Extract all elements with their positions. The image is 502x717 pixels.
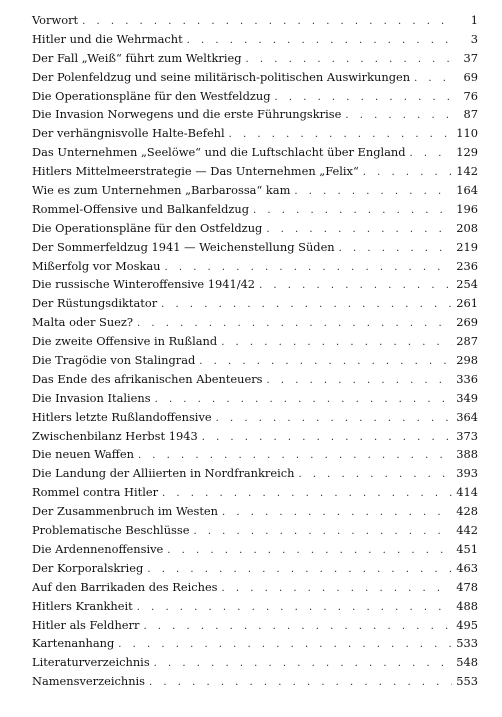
toc-entry — [32, 427, 478, 446]
dot-leader — [410, 145, 452, 164]
dot-leader — [216, 410, 452, 429]
toc-entry-page-number: 373 — [456, 428, 478, 443]
toc-entry-page-number: 414 — [456, 485, 478, 500]
toc-entry-title: Problematische Beschlüsse — [32, 523, 190, 538]
toc-entry — [32, 313, 478, 332]
dot-leader — [298, 466, 452, 485]
toc-entry-page-number: 349 — [456, 390, 478, 405]
toc-entry — [32, 30, 478, 49]
toc-entry-page-number: 428 — [456, 504, 478, 519]
toc-entry-title: Mißerfolg vor Moskau — [32, 258, 161, 273]
toc-entry — [32, 275, 478, 294]
toc-entry-page-number: 196 — [456, 201, 478, 216]
toc-entry-page-number: 164 — [456, 183, 478, 198]
dot-leader — [222, 504, 452, 523]
dot-leader — [294, 183, 452, 202]
dot-leader — [259, 277, 452, 296]
toc-entry — [32, 219, 478, 238]
dot-leader — [202, 429, 452, 448]
toc-entry — [32, 143, 478, 162]
toc-entry-page-number: 548 — [456, 655, 478, 670]
toc-entry-page-number: 442 — [456, 523, 478, 538]
toc-entry-title: Die Operationspläne für den Westfeldzug — [32, 88, 271, 103]
toc-entry-title: Der Rüstungsdiktator — [32, 296, 158, 311]
toc-entry — [32, 389, 478, 408]
toc-entry-page-number: 37 — [463, 50, 478, 65]
toc-entry-title: Die Invasion Italiens — [32, 390, 151, 405]
toc-entry-page-number: 478 — [456, 579, 478, 594]
toc-entry — [32, 408, 478, 427]
toc-entry — [32, 11, 478, 30]
toc-entry — [32, 351, 478, 370]
toc-entry-title: Wie es zum Unternehmen „Barbarossa“ kam — [32, 183, 291, 198]
toc-entry-title: Der Korporalskrieg — [32, 560, 144, 575]
dot-leader — [143, 618, 452, 637]
toc-entry-title: Auf den Barrikaden des Reiches — [32, 579, 218, 594]
toc-entry-title: Hitlers Krankheit — [32, 598, 133, 613]
toc-entry — [32, 162, 478, 181]
toc-entry-title: Vorwort — [32, 13, 79, 27]
dot-leader — [363, 164, 452, 183]
dot-leader — [149, 674, 452, 693]
toc-entry — [32, 653, 478, 672]
toc-entry — [32, 257, 478, 276]
toc-entry-title: Die neuen Waffen — [32, 447, 134, 462]
toc-entry-page-number: 553 — [456, 674, 478, 689]
toc-entry-page-number: 110 — [456, 126, 478, 141]
toc-entry-page-number: 495 — [456, 617, 478, 632]
toc-entry-page-number: 336 — [456, 371, 478, 386]
toc-entry-title: Kartenanhang — [32, 636, 115, 651]
toc-entry-title: Hitlers letzte Rußlandoffensive — [32, 409, 212, 424]
toc-entry-page-number: 208 — [456, 220, 478, 235]
toc-entry — [32, 445, 478, 464]
toc-entry-title: Die Tragödie von Stalingrad — [32, 353, 196, 368]
toc-entry — [32, 238, 478, 257]
toc-entry-title: Literaturverzeichnis — [32, 655, 150, 670]
dot-leader — [137, 599, 452, 618]
toc-entry-title: Rommel contra Hitler — [32, 485, 159, 500]
dot-leader — [267, 372, 453, 391]
toc-entry-page-number: 261 — [456, 296, 478, 311]
toc-entry — [32, 616, 478, 635]
toc-entry — [32, 540, 478, 559]
toc-entry-title: Der Polenfeldzug und seine militärisch-politischen Auswirkungen — [32, 69, 411, 84]
dot-leader — [118, 636, 452, 655]
toc-entry-page-number: 463 — [456, 560, 478, 575]
toc-entry-page-number: 533 — [456, 636, 478, 651]
toc-entry-title: Das Unternehmen „Seelöwe“ und die Luftschlacht über England — [32, 145, 406, 160]
dot-leader — [193, 523, 452, 542]
toc-entry — [32, 521, 478, 540]
dot-leader — [339, 240, 452, 259]
toc-entry-page-number: 76 — [463, 88, 478, 103]
toc-entry-title: Die Operationspläne für den Ostfeldzug — [32, 220, 263, 235]
toc-entry-title: Die Invasion Norwegens und die erste Führungskrise — [32, 107, 342, 122]
toc-entry — [32, 464, 478, 483]
toc-entry — [32, 597, 478, 616]
toc-entry-page-number: 3 — [470, 31, 478, 46]
toc-entry-page-number: 236 — [456, 258, 478, 273]
toc-entry-page-number: 393 — [456, 466, 478, 481]
toc-entry-title: Der Zusammenbruch im Westen — [32, 504, 218, 519]
toc-entry-page-number: 388 — [456, 447, 478, 462]
toc-entry-page-number: 488 — [456, 598, 478, 613]
dot-leader — [154, 655, 452, 674]
toc-entry-page-number: 142 — [456, 164, 478, 179]
toc-entry — [32, 370, 478, 389]
toc-entry-title: Zwischenbilanz Herbst 1943 — [32, 428, 198, 443]
toc-entry-page-number: 451 — [456, 541, 478, 556]
toc-entry-title: Die russische Winteroffensive 1941/42 — [32, 277, 256, 292]
toc-entry-title: Hitler und die Wehrmacht — [32, 31, 183, 46]
dot-leader — [221, 334, 452, 353]
toc-entry-page-number: 287 — [456, 334, 478, 349]
toc-entry-title: Namensverzeichnis — [32, 674, 146, 689]
toc-entry-page-number: 129 — [456, 145, 478, 160]
toc-entry-page-number: 69 — [463, 69, 478, 84]
toc-entry — [32, 483, 478, 502]
toc-entry-page-number: 298 — [456, 353, 478, 368]
dot-leader — [161, 296, 452, 315]
toc-entry-page-number: 87 — [463, 107, 478, 122]
toc-entry-page-number: 254 — [456, 277, 478, 292]
toc-entry-page-number: 269 — [456, 315, 478, 330]
toc-entry-page-number: 219 — [456, 239, 478, 254]
toc-entry-title: Hitlers Mittelmeerstrategie — Das Unternehmen „Felix“ — [32, 164, 359, 179]
toc-entry-title: Hitler als Feldherr — [32, 617, 140, 632]
toc-entry — [32, 672, 478, 691]
toc-entry — [32, 68, 478, 87]
toc-entry — [32, 124, 478, 143]
toc-entry-title: Das Ende des afrikanischen Abenteuers — [32, 371, 263, 386]
toc-entry-title: Malta oder Suez? — [32, 315, 134, 330]
toc-entry — [32, 49, 478, 68]
toc-entry-title: Die zweite Offensive in Rußland — [32, 334, 218, 349]
toc-entry — [32, 200, 478, 219]
toc-entry-title: Der verhängnisvolle Halte-Befehl — [32, 126, 225, 141]
dot-leader — [222, 580, 452, 599]
toc-entry — [32, 332, 478, 351]
toc-entry — [32, 559, 478, 578]
dot-leader — [167, 542, 452, 561]
toc-entry-title: Die Ardennenoffensive — [32, 541, 164, 556]
toc-entry — [32, 181, 478, 200]
toc-entry — [32, 294, 478, 313]
toc-entry-title: Der Sommerfeldzug 1941 — Weichenstellung Süden — [32, 239, 335, 254]
toc-entry-page-number: 1 — [470, 13, 478, 27]
toc-entry-title: Rommel-Offensive und Balkanfeldzug — [32, 201, 250, 216]
toc-entry-page-number: 364 — [456, 409, 478, 424]
toc-entry — [32, 87, 478, 106]
dot-leader — [414, 70, 452, 89]
toc-entry — [32, 578, 478, 597]
toc-entry-title: Die Landung der Alliierten in Nordfrankreich — [32, 466, 295, 481]
toc-entry-title: Der Fall „Weiß“ führt zum Weltkrieg — [32, 50, 242, 65]
dot-leader — [345, 107, 452, 126]
toc-entry — [32, 502, 478, 521]
toc-list — [32, 11, 478, 691]
dot-leader — [253, 202, 452, 221]
toc-entry — [32, 634, 478, 653]
toc-entry — [32, 105, 478, 124]
